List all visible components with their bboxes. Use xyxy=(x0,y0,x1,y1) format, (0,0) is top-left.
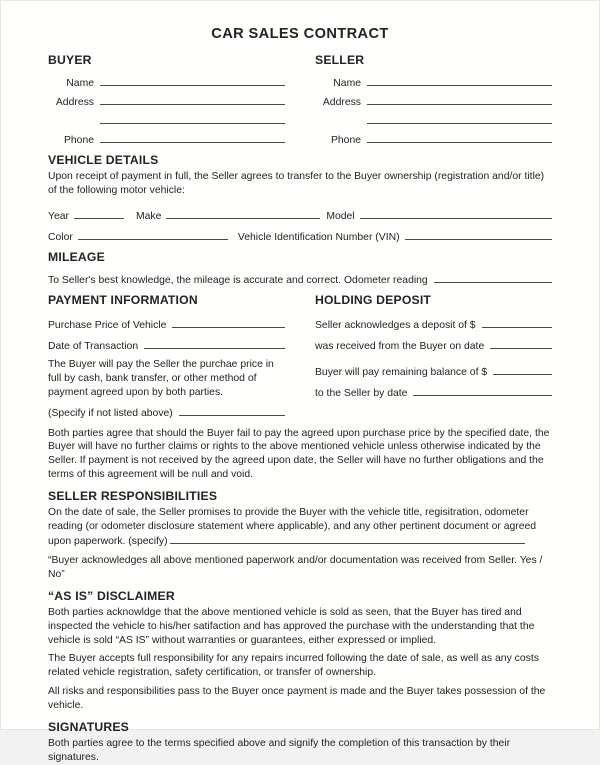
vehicle-details-section xyxy=(48,153,552,243)
seller-phone-blank-line xyxy=(367,142,552,143)
deposit-row-3 xyxy=(315,357,552,378)
payment-heading: PAYMENT INFORMATION xyxy=(48,292,198,307)
deposit-amount-blank-line xyxy=(482,327,552,328)
signatures-section xyxy=(48,720,552,765)
buyer-heading: BUYER xyxy=(48,53,92,67)
deposit-line-3: Buyer will pay remaining balance of $ xyxy=(315,366,488,378)
as-is-para-1: Both parties acknowldge that the above mentioned vehicle is sold as seen, that the Buyer has tired and inspected the vehicle to his/her satifaction and has approved the purchase with the understanding that the vehicle is sold “AS IS” without warranties or guarantees, either expressed or implied. xyxy=(48,606,535,646)
buyer-address-row xyxy=(48,89,285,108)
seller-heading: SELLER xyxy=(315,53,365,67)
make-label: Make xyxy=(136,210,162,222)
seller-name-row xyxy=(315,70,552,89)
deposit-row-4 xyxy=(315,378,552,399)
seller-address-row xyxy=(315,89,552,108)
buyer-address-label: Address xyxy=(55,97,94,108)
purchase-price-row xyxy=(48,310,285,331)
mileage-row xyxy=(48,267,552,286)
seller-address2-blank-line xyxy=(367,123,552,124)
payment-deposit-section xyxy=(48,286,552,419)
seller-responsibilities-body: On the date of sale, the Seller promises to provide the Buyer with the vehicle title, regisitration, odometer reading (or odometer disclosure statement where applicable), and any other pertinent document or agreed upon paperwork. (specify) xyxy=(48,507,537,547)
deposit-row-1 xyxy=(315,310,552,331)
color-label: Color xyxy=(48,231,73,243)
vin-blank-line xyxy=(405,239,552,240)
vehicle-details-intro: Upon receipt of payment in full, the Seller agrees to transfer to the Buyer ownership (registration and/or title) of the following motor vehicle: xyxy=(48,171,545,196)
buyer-address2-row xyxy=(48,108,285,127)
signatures-text: Both parties agree to the terms specified above and signify the completion of this transaction by their signatures. xyxy=(48,738,511,763)
balance-date-blank-line xyxy=(413,395,552,396)
purchase-price-blank-line xyxy=(172,327,285,328)
as-is-para-2: The Buyer accepts full responsibility for any repairs incurred following the date of sale, as well as any costs related vehicle registration, safety certification, or transfer of ownership. xyxy=(48,653,539,679)
deposit-line-1: Seller acknowledges a deposit of $ xyxy=(315,319,476,331)
buyer-phone-blank-line xyxy=(100,142,285,143)
model-blank-line xyxy=(360,218,552,219)
deposit-row-2 xyxy=(315,331,552,352)
deposit-line-4: to the Seller by date xyxy=(315,387,408,399)
buyer-address2-blank-line xyxy=(100,123,285,124)
mileage-statement: To Seller's best knowledge, the mileage is accurate and correct. Odometer reading xyxy=(48,274,428,286)
payment-specify-row xyxy=(48,400,285,419)
payment-specify-label: (Specify if not listed above) xyxy=(48,407,173,419)
buyer-name-blank-line xyxy=(100,85,285,86)
seller-responsibilities-text xyxy=(48,506,552,549)
seller-name-label: Name xyxy=(333,78,361,89)
signatures-heading: SIGNATURES xyxy=(48,720,129,735)
seller-responsibilities-heading: SELLER RESPONSIBILITIES xyxy=(48,489,218,504)
mileage-heading: MILEAGE xyxy=(48,249,105,264)
seller-address-label: Address xyxy=(322,97,361,108)
seller-address-blank-line xyxy=(367,104,552,105)
buyer-address-blank-line xyxy=(100,104,285,105)
odometer-blank-line xyxy=(434,282,552,283)
seller-responsibilities-section xyxy=(48,489,552,582)
as-is-heading: “AS IS” DISCLAIMER xyxy=(48,588,175,603)
deposit-line-2: was received from the Buyer on date xyxy=(315,340,485,352)
as-is-disclaimer-section xyxy=(48,589,552,713)
payment-column xyxy=(48,286,285,419)
seller-name-blank-line xyxy=(367,85,552,86)
buyer-phone-label: Phone xyxy=(63,135,94,146)
seller-address2-row xyxy=(315,108,552,127)
deposit-date-blank-line xyxy=(490,348,552,349)
vehicle-details-heading: VEHICLE DETAILS xyxy=(48,153,159,167)
as-is-para-3: All risks and responsibilities pass to the Buyer once payment is made and the Buyer takes possession of the vehicle. xyxy=(48,686,546,712)
seller-column xyxy=(315,53,552,146)
paperwork-acknowledgement: “Buyer acknowledges all above mentioned paperwork and/or documentation was received from Seller. Yes / No” xyxy=(48,554,543,580)
payment-method-text: The Buyer will pay the Seller the purchae price in full by cash, bank transfer, or other method of payment agreed upon by both parties. xyxy=(48,358,274,398)
color-blank-line xyxy=(78,239,228,240)
vin-label: Vehicle Identification Number (VIN) xyxy=(237,231,400,243)
transaction-date-row xyxy=(48,331,285,352)
mileage-section xyxy=(48,250,552,286)
buyer-name-label: Name xyxy=(66,78,94,89)
document-title: CAR SALES CONTRACT xyxy=(211,26,389,42)
payment-failure-clause: Both parties agree that should the Buyer fail to pay the agreed upon purchase price by the specified date, the Buyer will have no further claims or rights to the above mentioned vehicle unless otherwise indicated by the Seller. If payment is not received by the agreed upon date, the Seller will have no further obligations and the terms of this agreement will be null and void. xyxy=(48,427,550,481)
paperwork-specify-blank-line xyxy=(170,534,525,544)
parties-section xyxy=(48,53,552,146)
model-label: Model xyxy=(326,210,355,222)
buyer-column xyxy=(48,53,285,146)
make-blank-line xyxy=(166,218,320,219)
balance-blank-line xyxy=(493,374,552,375)
deposit-column xyxy=(315,286,552,419)
seller-phone-label: Phone xyxy=(330,135,361,146)
vehicle-row-2 xyxy=(48,223,552,243)
buyer-name-row xyxy=(48,70,285,89)
seller-phone-row xyxy=(315,127,552,146)
buyer-phone-row xyxy=(48,127,285,146)
purchase-price-label: Purchase Price of Vehicle xyxy=(48,319,167,331)
vehicle-row-1 xyxy=(48,202,552,222)
deposit-heading: HOLDING DEPOSIT xyxy=(315,292,432,307)
payment-specify-blank-line xyxy=(179,415,285,416)
year-blank-line xyxy=(74,218,124,219)
year-label: Year xyxy=(48,210,69,222)
transaction-date-blank-line xyxy=(144,348,285,349)
transaction-date-label: Date of Transaction xyxy=(48,340,139,352)
